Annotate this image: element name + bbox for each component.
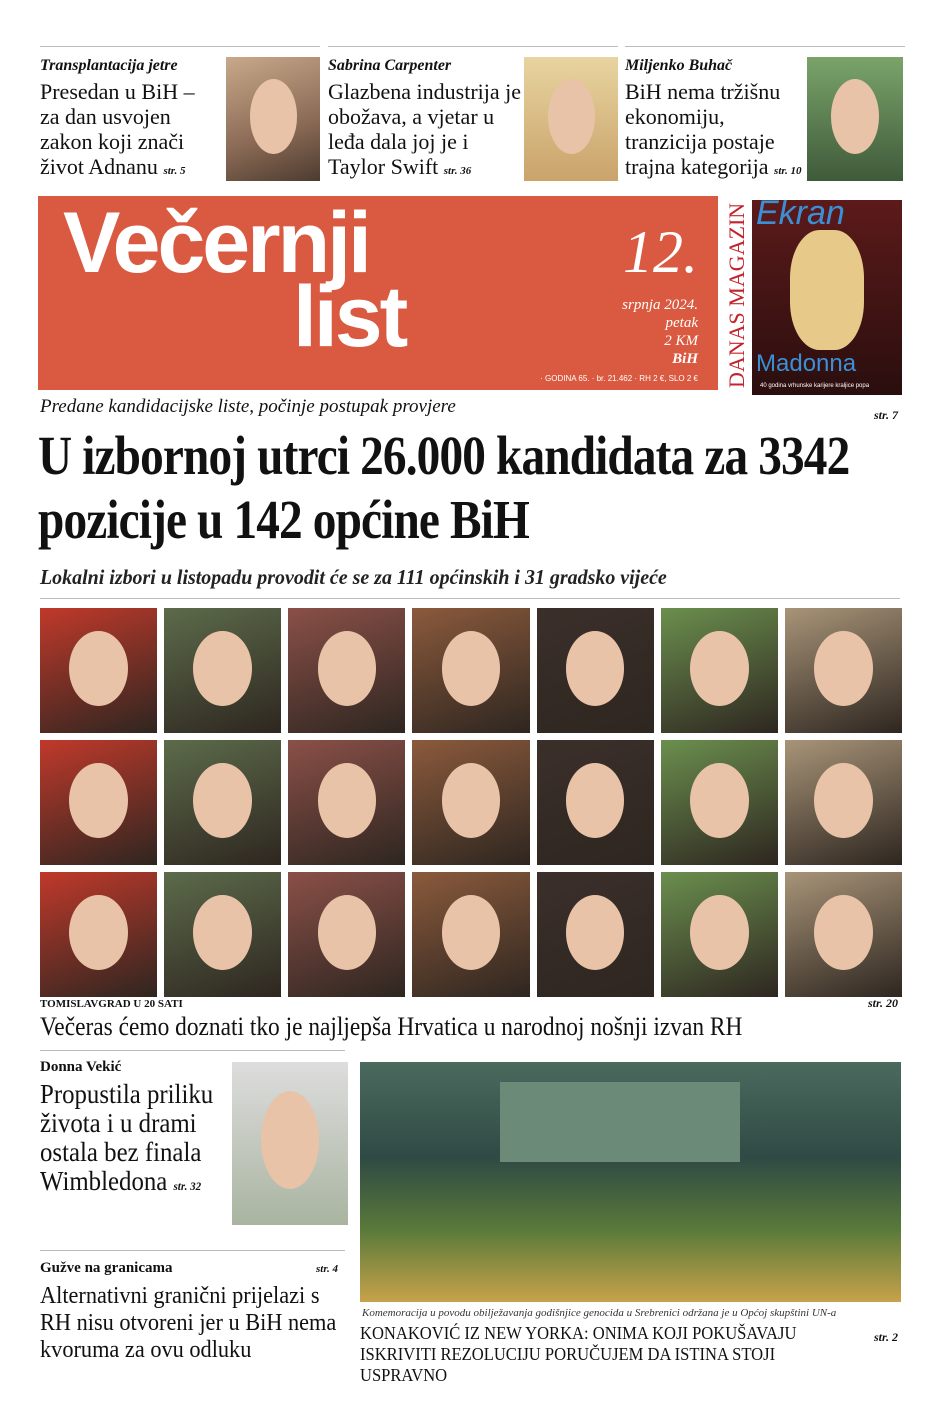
contestant-photo: [785, 608, 902, 733]
date-info: srpnja 2024. petak 2 KM BiH: [622, 297, 698, 367]
teaser-buhac[interactable]: [625, 46, 905, 186]
contestant-photo: [785, 740, 902, 865]
page-ref: str. 10: [774, 165, 802, 177]
teaser-title-block: [328, 79, 523, 184]
contestant-photo: [785, 872, 902, 997]
border-title[interactable]: Alternativni granični prijelazi s RH nisu otvoreni jer u BiH nema kvoruma za ovu odluku: [40, 1283, 337, 1363]
logo[interactable]: Večernji list: [63, 195, 406, 365]
contestant-photo: [537, 608, 654, 733]
contestant-photo: [164, 740, 281, 865]
un-assembly-photo: [360, 1062, 901, 1302]
page-ref: str. 5: [163, 165, 186, 177]
contestant-photo: [40, 740, 157, 865]
beauty-headline[interactable]: Večeras ćemo doznati tko je najljepša Hrvatica u narodnoj nošnji izvan RH: [40, 1012, 743, 1041]
contestant-photo: [40, 608, 157, 733]
lead-subhead: Lokalni izbori u listopadu provodit će se za 111 općinskih i 31 gradsko vijeće: [40, 565, 667, 589]
magazine-cover-name: Madonna: [756, 350, 857, 377]
un-headline[interactable]: KONAKOVIĆ IZ NEW YORKA: ONIMA KOJI POKUŠAVAJU ISKRIVITI REZOLUCIJU PORUČUJEM DA ISTINA STOJI USPRAVNO: [360, 1323, 797, 1385]
contestant-photo: [288, 608, 405, 733]
contestant-photo: [661, 608, 778, 733]
contestant-photo: [661, 872, 778, 997]
vekic-title[interactable]: Propustila priliku života i u drami ostala bez finala Wimbledona: [40, 1079, 214, 1196]
contestant-photo: [412, 872, 529, 997]
vekic-kicker: Donna Vekić: [40, 1059, 122, 1075]
masthead: [38, 196, 718, 390]
teaser-title: BiH nema tržišnu ekonomiju, tranzicija postaje trajna kategorija: [625, 79, 781, 179]
contestant-photo: [164, 872, 281, 997]
contestant-photo: [40, 872, 157, 997]
magazine-cover[interactable]: [752, 200, 902, 395]
magazine-label: DANAS MAGAZIN: [724, 202, 749, 388]
page-ref: str. 36: [443, 165, 472, 177]
teaser-title-block: [40, 79, 218, 184]
beauty-kicker: TOMISLAVGRAD U 20 SATI: [40, 998, 183, 1010]
lead-headline[interactable]: U izbornoj utrci 26.000 kandidata za 3342 pozicije u 142 općine BiH: [38, 425, 850, 550]
page-ref: str. 4: [316, 1263, 339, 1275]
teaser-kicker: Transplantacija jetre: [40, 57, 178, 74]
page-ref: str. 20: [867, 996, 898, 1010]
teaser-kicker: Miljenko Buhač: [625, 57, 733, 74]
contestant-photo: [288, 740, 405, 865]
teaser-title-block: [625, 79, 805, 184]
contestant-photo: [164, 608, 281, 733]
vekic-photo: [232, 1062, 348, 1225]
magazine-title: Ekran: [756, 200, 845, 232]
vekic-title-block: [40, 1080, 224, 1201]
date-day: 12.: [623, 219, 698, 285]
teaser-photo: [226, 57, 320, 181]
contestant-photo: [661, 740, 778, 865]
teaser-sabrina[interactable]: [328, 46, 618, 186]
teaser-kicker: Sabrina Carpenter: [328, 57, 452, 74]
contestant-photo: [537, 740, 654, 865]
teaser-title: Glazbena industrija je obožava, a vjetar u leđa dala joj je i Taylor Swift: [328, 79, 522, 179]
border-kicker: Gužve na granicama: [40, 1260, 173, 1276]
contestant-photo: [537, 872, 654, 997]
page-ref: str. 32: [173, 1179, 202, 1193]
page-ref: str. 7: [873, 408, 898, 422]
lead-kicker: Predane kandidacijske liste, počinje postupak provjere: [40, 396, 456, 417]
contestant-photo: [412, 740, 529, 865]
page-ref: str. 2: [873, 1330, 898, 1344]
teaser-photo: [524, 57, 618, 181]
contestant-photo: [288, 872, 405, 997]
teaser-photo: [807, 57, 903, 181]
teaser-title: Presedan u BiH – za dan usvojen zakon koji znači život Adnanu: [40, 79, 195, 179]
un-caption: Komemoracija u povodu obilježavanja godišnjice genocida u Srebrenici održana je u Općoj skupštini UN-a: [362, 1307, 837, 1319]
issue-info: · GODINA 65. · br. 21.462 · RH 2 €, SLO 2 €: [540, 374, 698, 383]
magazine-cover-text: 40 godina vrhunske karijere kraljice popa: [760, 383, 870, 389]
contestant-photo: [412, 608, 529, 733]
contestants-photo-grid: [40, 608, 902, 997]
teaser-transplant[interactable]: [40, 46, 320, 186]
